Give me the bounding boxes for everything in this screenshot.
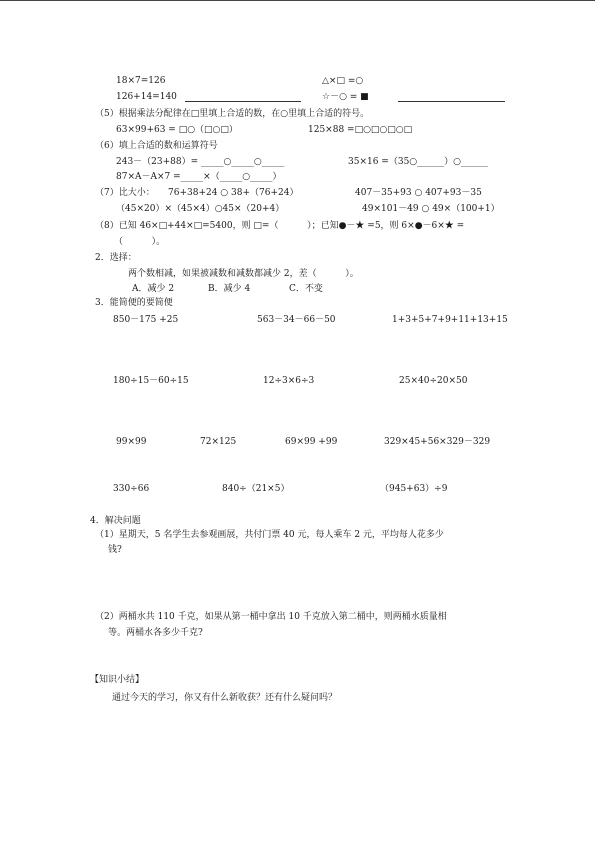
q8-line-1: （8）已知 46×□+44×□=5400，则 □=（ ）；已知●－★ =5，则 6×●－6×★ = — [95, 221, 465, 231]
knowledge-summary-text: 通过今天的学习，你又有什么新收获？还有什么疑问吗？ — [112, 693, 338, 703]
calc-1-1: 850－175 +25 — [113, 315, 179, 325]
q7-item-d: 49×101－49 ○ 49×（100+1） — [362, 204, 500, 214]
calc-3-3: 69×99 +99 — [285, 437, 338, 447]
calc-2-3: 25×40÷20×50 — [399, 376, 468, 386]
problem-1-line-2: 钱? — [108, 545, 122, 555]
problem-2-line-2: 等。两桶水各多少千克? — [108, 628, 203, 638]
choice-b[interactable]: B．减少 4 — [208, 284, 251, 294]
calc-3-1: 99×99 — [116, 437, 147, 447]
symbol-equation-2: ☆－○ = ■ — [322, 92, 369, 102]
example-equation-2: 126+14=140 — [116, 92, 177, 102]
q7-label: （7）比大小： — [95, 188, 155, 198]
symbol-equation-1: △×□ =○ — [322, 76, 364, 86]
calc-2-1: 180÷15－60÷15 — [113, 376, 189, 386]
problem-2-line-1: （2）两桶水共 110 千克，如果从第一桶中拿出 10 千克放入第二桶中，则两桶水质量相 — [95, 612, 447, 622]
choice-a[interactable]: A．减少 2 — [132, 284, 175, 294]
calc-4-2: 840÷（21×5） — [222, 484, 290, 494]
q5-item-a: 63×99+63 = □○（□○□） — [116, 125, 238, 135]
calc-3-4: 329×45+56×329－329 — [384, 437, 491, 447]
q6-title: （6）填上合适的数和运算符号 — [95, 141, 218, 151]
q6-item-b: 35×16 =（35○______）○______ — [348, 157, 489, 167]
calc-3-2: 72×125 — [200, 437, 237, 447]
knowledge-summary-heading: 【知识小结】 — [90, 675, 145, 685]
answer-blank-2[interactable] — [398, 101, 505, 102]
problem-1-line-1: （1）星期天，5 名学生去参观画展，共付门票 40 元，每人乘车 2 元，平均每人花多少 — [95, 530, 444, 540]
section-3-title: 3．能简便的要简便 — [95, 298, 173, 308]
q7-item-c: （45×20）×（45×4）○45×（20+4） — [116, 204, 285, 214]
answer-blank-1[interactable] — [185, 101, 301, 102]
q7-item-b: 407－35+93 ○ 407+93－35 — [355, 188, 482, 198]
calc-2-2: 12÷3×6÷3 — [263, 376, 315, 386]
q7-item-a: 76+38+24 ○ 38+（76+24） — [168, 188, 299, 198]
section-2-title: 2．选择： — [95, 253, 137, 263]
calc-4-3: （945+63）÷9 — [380, 484, 448, 494]
q5-title: （5）根据乘法分配律在□里填上合适的数，在○里填上合适的符号。 — [95, 109, 370, 119]
calc-4-1: 330÷66 — [113, 484, 150, 494]
q5-item-b: 125×88 =□○□○□○□ — [308, 125, 413, 135]
page-top-border — [0, 0, 595, 1]
q8-line-2: （ ）。 — [114, 237, 166, 247]
choice-c[interactable]: C．不变 — [289, 284, 323, 294]
q6-item-a: 243－（23+88）= _____○_____○_____ — [116, 157, 285, 167]
section-2-question: 两个数相减，如果被减数和减数都减少 2，差（ ）。 — [128, 269, 359, 279]
section-4-title: 4．解决问题 — [90, 516, 141, 526]
example-equation-1: 18×7=126 — [116, 76, 166, 86]
calc-1-3: 1+3+5+7+9+11+13+15 — [392, 315, 508, 325]
q6-item-c: 87×A－A×7 =_____×（_____○_____） — [116, 172, 282, 182]
calc-1-2: 563－34－66－50 — [257, 315, 336, 325]
